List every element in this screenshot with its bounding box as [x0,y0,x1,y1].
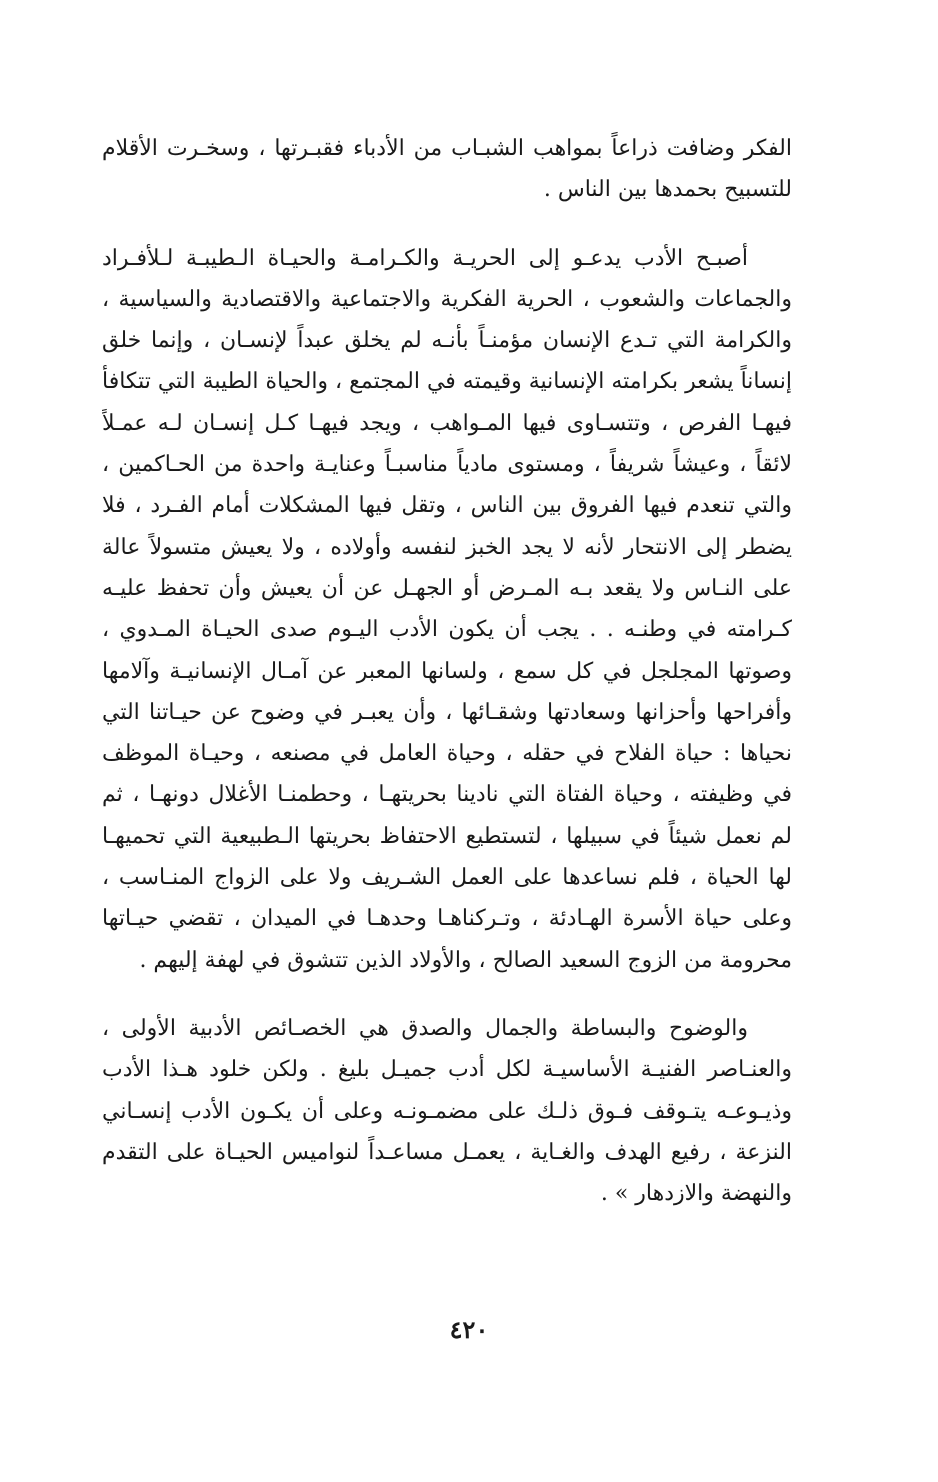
text-line: فيهـا الفرص ، وتتسـاوى فيها المـواهب ، ويجد فيهـا كـل إنسـان لـه عمـلاً [102,410,792,436]
text-line: وصوتها المجلجل في كل سمع ، ولسانها المعبر عن آمـال الإنسانيـة وآلامها [102,658,792,684]
text-line: والكرامة التي تـدع الإنسان مؤمنـاً بأنـه لم يخلق عبداً لإنسـان ، وإنما خلق [102,328,792,354]
text-line: والجماعات والشعوب ، الحرية الفكرية والاجتماعية والاقتصادية والسياسية ، [102,286,792,312]
text-line: إنساناً يشعر بكرامته الإنسانية وقيمته في المجتمع ، والحياة الطيبة التي تتكافأ [102,369,792,395]
text-line: والعنـاصر الفنيـة الأساسيـة لكل أدب جميـل بليغ . ولكن خلود هـذا الأدب [102,1057,792,1083]
text-line: يضطر إلى الانتحار لأنه لا يجد الخبز لنفسه وأولاده ، ولا يعيش متسولاً عالة [102,534,792,560]
text-line: والنهضة والازدهار » . [600,1181,792,1207]
text-line: وأفراحها وأحزانها وسعادتها وشقـائها ، وأن يعبـر في وضوح عن حيـاتنا التي [102,699,792,725]
body-text [102,128,792,1214]
text-line: نحياها : حياة الفلاح في حقله ، وحياة العامل في مصنعه ، وحيـاة الموظف [102,741,792,767]
page-number: ٤٢٠ [449,1315,489,1344]
text-line: على النـاس ولا يقعد بـه المـرض أو الجهـل عن أن يعيش وأن تحفظ عليـه [102,575,792,601]
text-line: للتسبيح بحمدها بين الناس . [543,177,792,203]
text-line: في وظيفته ، وحياة الفتاة التي نادينا بحريتهـا ، وحطمنـا الأغلال دونهـا ، ثم [102,782,792,808]
text-line: لها الحياة ، فلم نساعدها على العمل الشـريف ولا على الزواج المنـاسب ، [102,865,792,891]
text-line: والوضوح والبساطة والجمال والصدق هي الخصـائص الأدبية الأولى ، [102,1015,748,1041]
text-line: وعلى حياة الأسرة الهـادئة ، وتـركناهـا وحدهـا في الميدان ، تقضي حيـاتها [102,906,792,932]
text-line: لائقاً ، وعيشاً شريفاً ، ومستوى مادياً مناسبـاً وعنايـة واحدة من الحـاكمين ، [102,452,792,478]
paragraph-gap [102,211,792,238]
text-line: الفكر وضافت ذراعاً بمواهب الشبـاب من الأدباء فقبـرتها ، وسخـرت الأقلام [102,136,792,161]
text-line: النزعة ، رفيع الهدف والغـاية ، يعمـل مساعـداً لنواميس الحيـاة على التقدم [102,1139,792,1165]
text-line: والتي تنعدم فيها الفروق بين الناس ، وتقل فيها المشكلات أمام الفـرد ، فلا [102,493,792,519]
text-line: وذيـوعـه يتـوقف فـوق ذلـك على مضمـونـه وعلى أن يكـون الأدب إنسـاني [102,1098,792,1124]
text-line: كـرامته في وطنـه . . يجب أن يكون الأدب اليـوم صدى الحيـاة المـدوي ، [102,617,792,643]
text-line: محرومة من الزوج السعيد الصالح ، والأولاد الذين تتشوق في لهفة إليهم . [139,947,792,973]
text-line: لم نعمل شيئاً في سبيلها ، لتستطيع الاحتفاظ بحريتها الـطبيعية التي تحميهـا [102,823,792,849]
paragraph-gap [102,981,792,1008]
text-line: أصبـح الأدب يدعـو إلى الحريـة والكـرامـة والحيـاة الـطيبـة لـلأفـراد [102,245,748,271]
